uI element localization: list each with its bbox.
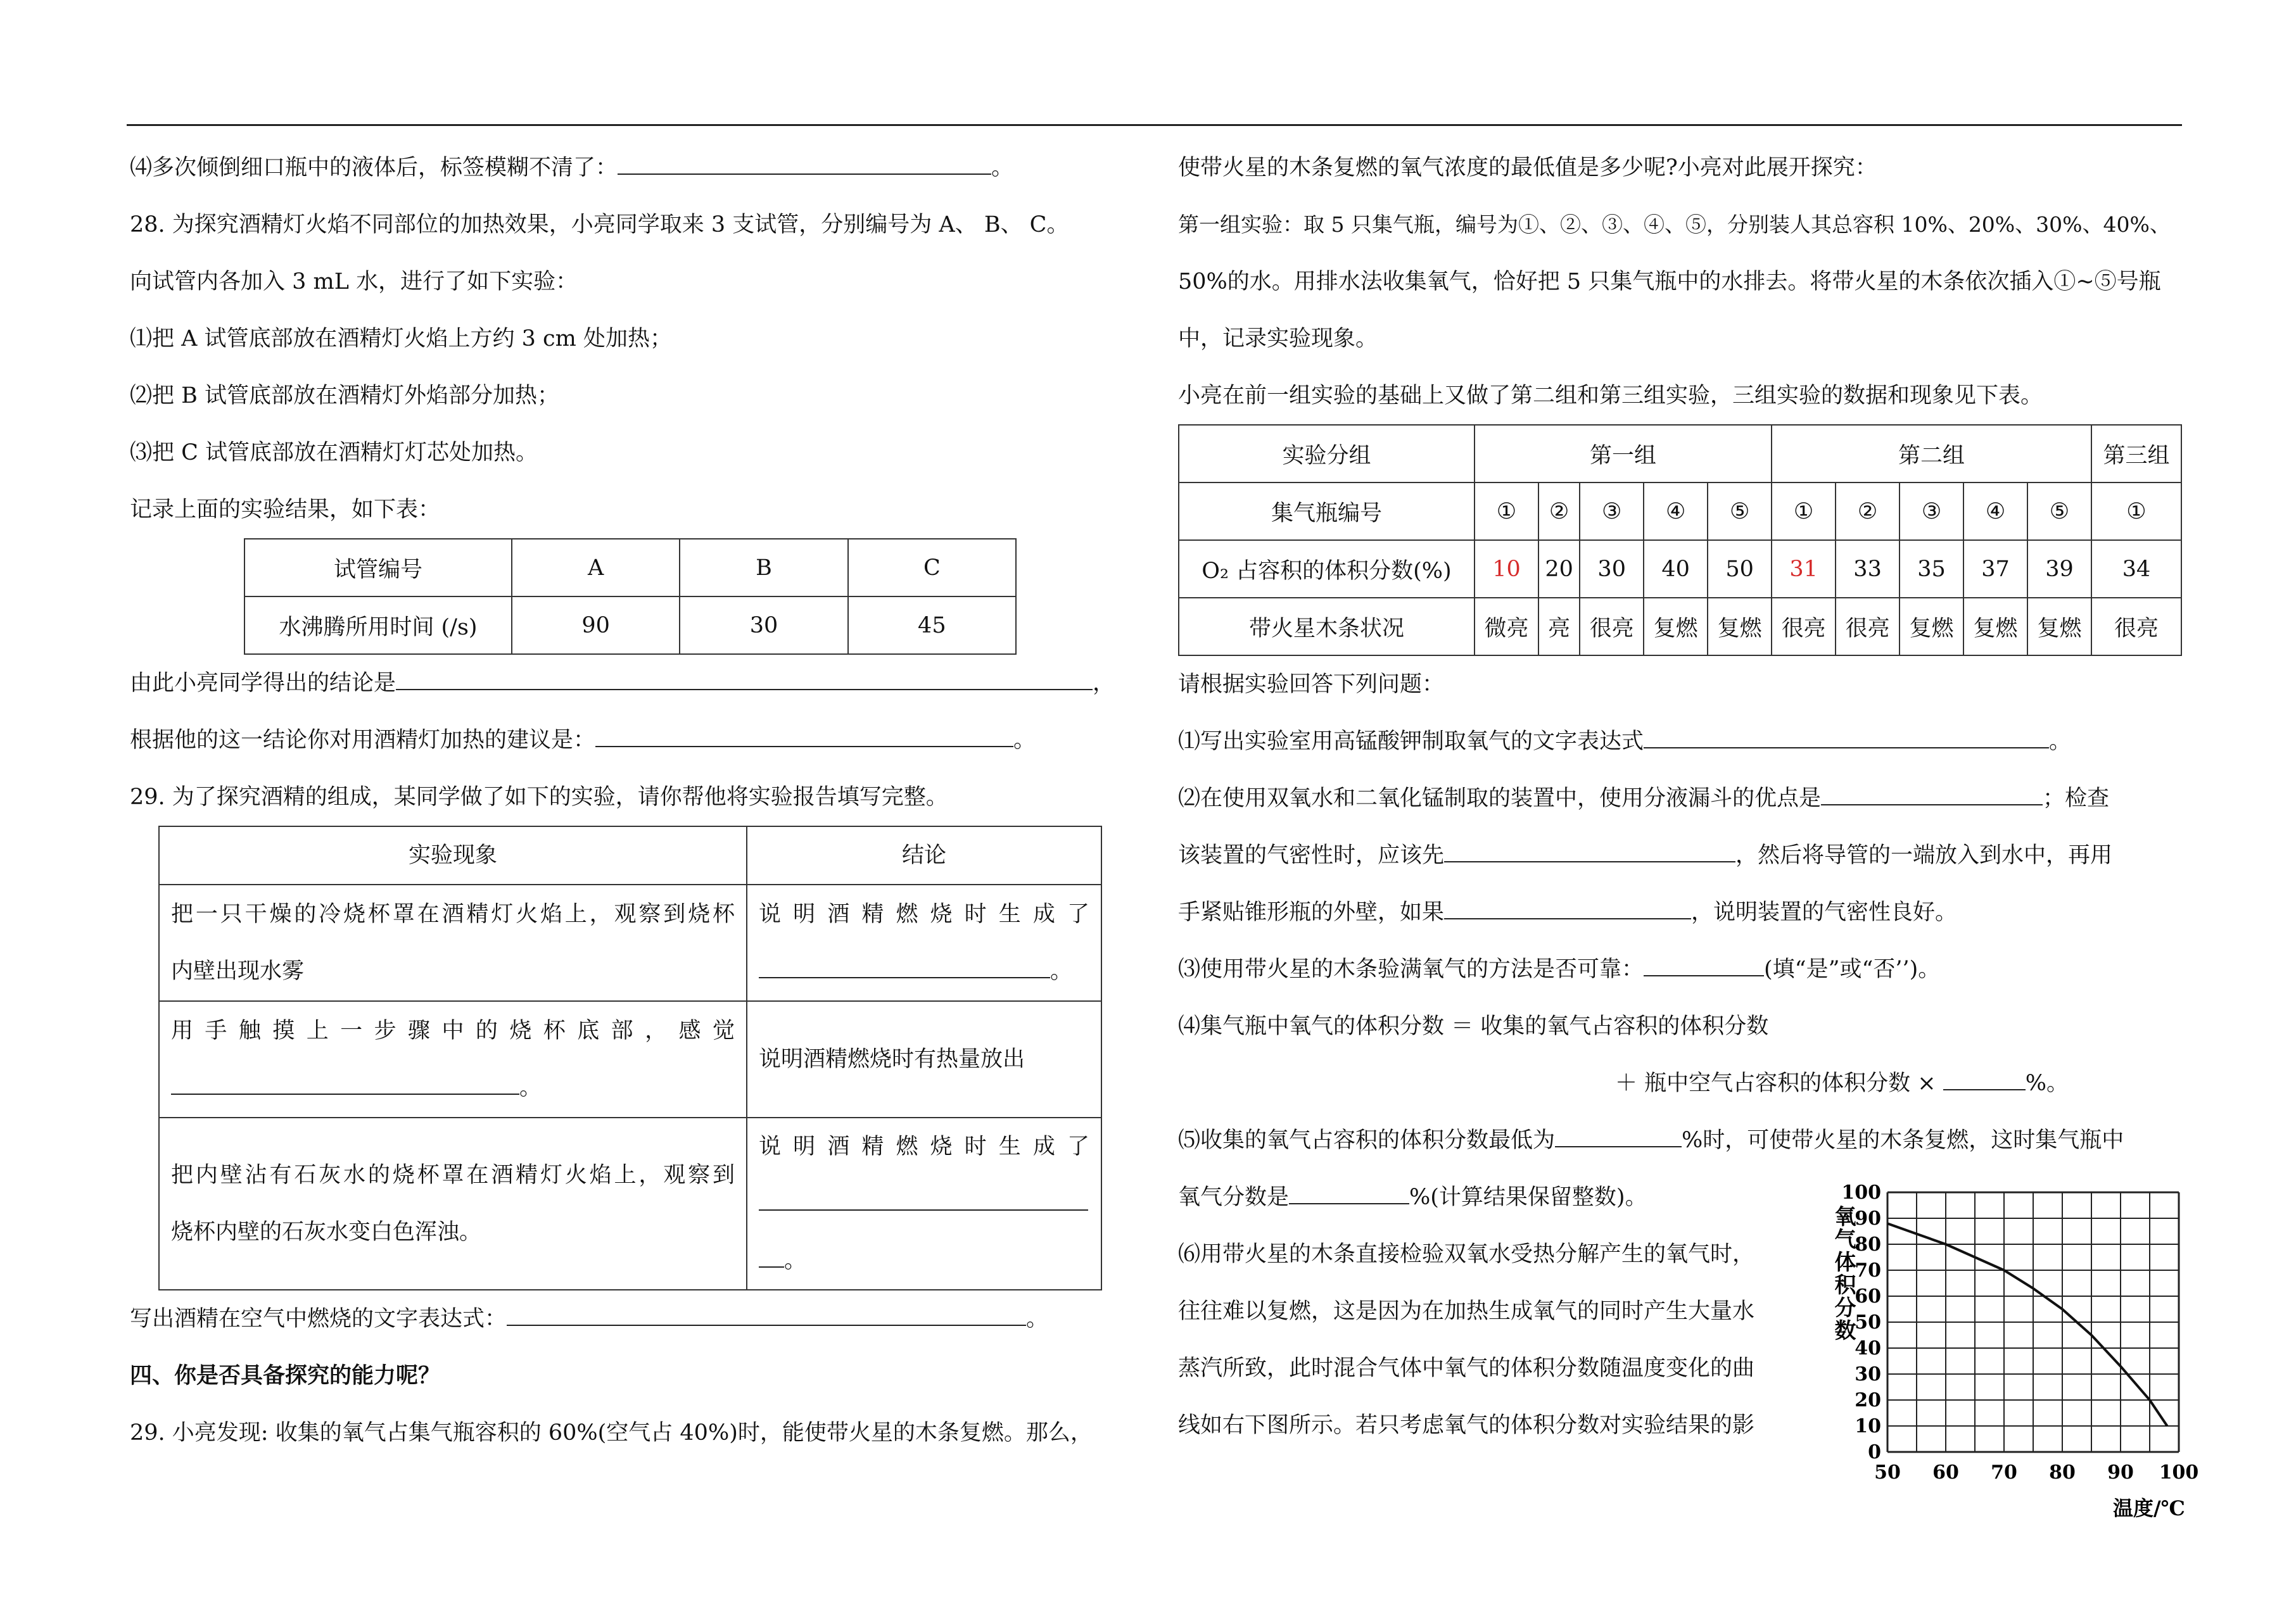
q2a: ⑵在使用双氧水和二氧化锰制取的装置中，使用分液漏斗的优点是 ；检查 <box>1178 786 2110 811</box>
table-cell: ① <box>2091 483 2181 540</box>
answer-blank[interactable] <box>595 728 1013 747</box>
table-cell: 很亮 <box>2091 598 2181 655</box>
table-cell: 30 <box>680 596 847 654</box>
table-cell: 10 <box>1475 540 1538 598</box>
q6-line3: 蒸汽所致，此时混合气体中氧气的体积分数随温度变化的曲 <box>1178 1356 1755 1381</box>
table-cell: 40 <box>1644 540 1708 598</box>
q28-step2: ⑵把 B 试管底部放在酒精灯外焰部分加热； <box>130 383 559 408</box>
table-cell: 33 <box>1836 540 1900 598</box>
x-tick-label: 80 <box>2049 1461 2076 1484</box>
table-cell: 37 <box>1963 540 2027 598</box>
table-header: 带火星木条状况 <box>1179 598 1475 655</box>
answer-blank[interactable] <box>1644 957 1764 976</box>
table-cell: 50 <box>1708 540 1772 598</box>
table-header: 结论 <box>747 826 1101 885</box>
section-heading: 四、你是否具备探究的能力呢？ <box>130 1363 441 1389</box>
y-tick-label: 10 <box>1855 1415 1881 1437</box>
q28-advice: 根据他的这一结论你对用酒精灯加热的建议是： 。 <box>130 728 1036 753</box>
q28-record: 记录上面的实验结果，如下表： <box>130 497 441 522</box>
q3: ⑶使用带火星的木条验满氧气的方法是否可靠： (填“是”或“否’’)。 <box>1178 957 1941 982</box>
table-header: 试管编号 <box>244 539 512 596</box>
q5b: 氧气分数是 %(计算结果保留整数)。 <box>1178 1185 1647 1210</box>
table-cell: 微亮 <box>1475 598 1538 655</box>
table-cell: ③ <box>1900 483 1963 540</box>
x-tick-label: 100 <box>2159 1461 2199 1484</box>
q6-line1: ⑹用带火星的木条直接检验双氧水受热分解产生的氧气时， <box>1178 1242 1755 1267</box>
answer-blank[interactable] <box>396 671 1093 690</box>
table-header: O₂ 占容积的体积分数(%) <box>1179 540 1475 598</box>
right-line5: 小亮在前一组实验的基础上又做了第二组和第三组实验，三组实验的数据和现象见下表。 <box>1178 383 2043 408</box>
answer-blank[interactable] <box>1444 900 1691 919</box>
q28-step1: ⑴把 A 试管底部放在酒精灯火焰上方约 3 cm 处加热； <box>130 326 672 351</box>
table-cell: 31 <box>1772 540 1836 598</box>
y-tick-label: 30 <box>1855 1363 1881 1385</box>
q29b-intro: 29. 小亮发现: 收集的氧气占集气瓶容积的 60%(空气占 40%)时，能使带火星的木条复燃。那么， <box>130 1420 1093 1446</box>
table-cell: 水沸腾所用时间 (/s) <box>244 596 512 654</box>
table-cell: 很亮 <box>1580 598 1644 655</box>
q29-equation: 写出酒精在空气中燃烧的文字表达式： 。 <box>130 1306 1049 1332</box>
table-header: C <box>848 539 1016 596</box>
q28-conclusion: 由此小亮同学得出的结论是 ， <box>130 671 1115 696</box>
y-axis-label: 氧气体积分数 <box>1830 1205 1856 1342</box>
answer-blank[interactable] <box>1821 786 2043 805</box>
right-line1: 使带火星的木条复燃的氧气浓度的最低值是多少呢?小亮对此展开探究： <box>1178 155 1877 180</box>
x-tick-label: 60 <box>1932 1461 1959 1484</box>
y-tick-label: 0 <box>1868 1441 1881 1463</box>
table-cell: 39 <box>2027 540 2091 598</box>
q4a: ⑷集气瓶中氧气的体积分数 ＝ 收集的氧气占容积的体积分数 <box>1178 1014 1769 1039</box>
table-cell: 90 <box>512 596 680 654</box>
table-cell: 复燃 <box>1644 598 1708 655</box>
table-cell: 34 <box>2091 540 2181 598</box>
table-cell: ① <box>1772 483 1836 540</box>
header-rule <box>127 124 2182 126</box>
table-cell: ⑤ <box>1708 483 1772 540</box>
table-cell: 亮 <box>1538 598 1580 655</box>
x-tick-label: 70 <box>1991 1461 2017 1484</box>
y-tick-label: 20 <box>1855 1389 1881 1411</box>
y-tick-label: 90 <box>1855 1208 1881 1230</box>
x-tick-label: 90 <box>2107 1461 2134 1484</box>
table-cell: 很亮 <box>1836 598 1900 655</box>
table-header: 实验分组 <box>1179 425 1475 483</box>
table-header: A <box>512 539 680 596</box>
right-ask: 请根据实验回答下列问题： <box>1178 672 1445 697</box>
oxygen-temperature-chart <box>1824 1181 2204 1523</box>
tube-table <box>244 538 1017 655</box>
right-line4: 中，记录实验现象。 <box>1178 326 1378 351</box>
x-tick-label: 50 <box>1874 1461 1901 1484</box>
answer-blank[interactable] <box>1289 1185 1409 1204</box>
table-cell: 把一只干燥的冷烧杯罩在酒精灯火焰上，观察到烧杯 内壁出现水雾 <box>159 885 747 1001</box>
answer-blank[interactable] <box>1644 729 2049 748</box>
q29-intro: 29. 为了探究酒精的组成，某同学做了如下的实验，请你帮他将实验报告填写完整。 <box>130 785 948 810</box>
table-cell: ② <box>1538 483 1580 540</box>
table-cell: 说 明 酒 精 燃 烧 时 生 成 了 。 <box>747 885 1101 1001</box>
q2b: 该装置的气密性时，应该先 ，然后将导管的一端放入到水中，再用 <box>1178 843 2113 868</box>
oxygen-table <box>1178 424 2182 656</box>
y-tick-label: 70 <box>1855 1259 1881 1282</box>
table-cell: 复燃 <box>1963 598 2027 655</box>
table-cell: 45 <box>848 596 1016 654</box>
table-cell: ④ <box>1963 483 2027 540</box>
answer-blank[interactable] <box>171 1076 519 1095</box>
table-cell: ⑤ <box>2027 483 2091 540</box>
answer-blank[interactable] <box>507 1307 1026 1326</box>
y-tick-label: 80 <box>1855 1233 1881 1256</box>
answer-blank[interactable] <box>1943 1071 2026 1090</box>
q1: ⑴写出实验室用高锰酸钾制取氧气的文字表达式 。 <box>1178 729 2072 754</box>
answer-blank[interactable] <box>759 959 1050 978</box>
answer-blank[interactable] <box>1444 843 1735 862</box>
y-tick-label: 40 <box>1855 1337 1881 1359</box>
table-cell: 复燃 <box>1900 598 1963 655</box>
table-cell: 很亮 <box>1772 598 1836 655</box>
table-cell: 把内壁沾有石灰水的烧杯罩在酒精灯火焰上，观察到 烧杯内壁的石灰水变白色浑浊。 <box>159 1118 747 1290</box>
table-cell: ③ <box>1580 483 1644 540</box>
answer-blank[interactable] <box>759 1249 784 1268</box>
table-cell: 复燃 <box>2027 598 2091 655</box>
left-column <box>130 139 1134 1461</box>
series-line <box>1887 1223 2167 1426</box>
table-header: 实验现象 <box>159 826 747 885</box>
table-cell: 35 <box>1900 540 1963 598</box>
right-line3: 50%的水。用排水法收集氧气，恰好把 5 只集气瓶中的水排去。将带火星的木条依次插入①~⑤号瓶 <box>1178 269 2161 294</box>
y-tick-label: 100 <box>1841 1182 1881 1204</box>
answer-blank[interactable] <box>1555 1128 1682 1147</box>
table-cell: 复燃 <box>1708 598 1772 655</box>
table-header: 集气瓶编号 <box>1179 483 1475 540</box>
q6-line2: 往往难以复燃，这是因为在加热生成氧气的同时产生大量水 <box>1178 1299 1755 1324</box>
table-header: 第一组 <box>1475 425 1772 483</box>
q27-item4: ⑷多次倾倒细口瓶中的液体后，标签模糊不清了： 。 <box>130 155 1014 180</box>
q6-line4: 线如右下图所示。若只考虑氧气的体积分数对实验结果的影 <box>1178 1413 1755 1438</box>
table-cell: ① <box>1475 483 1538 540</box>
right-line2: 第一组实验：取 5 只集气瓶，编号为①、②、③、④、⑤，分别装人其总容积 10%、20%、30%、40%、 <box>1178 212 2171 237</box>
table-cell: 用 手 触 摸 上 一 步 骤 中 的 烧 杯 底 部 ， 感 觉 。 <box>159 1001 747 1118</box>
table-cell: ④ <box>1644 483 1708 540</box>
table-header: 第二组 <box>1772 425 2091 483</box>
answer-blank[interactable] <box>759 1192 1088 1211</box>
y-tick-label: 50 <box>1855 1311 1881 1334</box>
table-header: B <box>680 539 847 596</box>
table-cell: 30 <box>1580 540 1644 598</box>
q2c: 手紧贴锥形瓶的外壁，如果 ，说明装置的气密性良好。 <box>1178 900 1958 925</box>
ethanol-table <box>158 826 1102 1290</box>
table-cell: 20 <box>1538 540 1580 598</box>
answer-blank[interactable] <box>618 156 991 175</box>
q28-step3: ⑶把 C 试管底部放在酒精灯灯芯处加热。 <box>130 440 538 465</box>
table-cell: 说 明 酒 精 燃 烧 时 生 成 了 。 <box>747 1118 1101 1290</box>
y-tick-label: 60 <box>1855 1285 1881 1308</box>
q5a: ⑸收集的氧气占容积的体积分数最低为 %时，可使带火星的木条复燃，这时集气瓶中 <box>1178 1128 2124 1153</box>
table-cell: ② <box>1836 483 1900 540</box>
table-header: 第三组 <box>2091 425 2181 483</box>
table-cell: 说明酒精燃烧时有热量放出 <box>747 1001 1101 1118</box>
q4b: ＋ 瓶中空气占容积的体积分数 × %。 <box>1615 1071 2069 1096</box>
q28-intro2: 向试管内各加入 3 mL 水，进行了如下实验： <box>130 269 578 294</box>
q28-intro1: 28. 为探究酒精灯火焰不同部位的加热效果，小亮同学取来 3 支试管，分别编号为 A、 B、 C。 <box>130 212 1069 237</box>
x-axis-label: 温度/℃ <box>2112 1496 2185 1520</box>
